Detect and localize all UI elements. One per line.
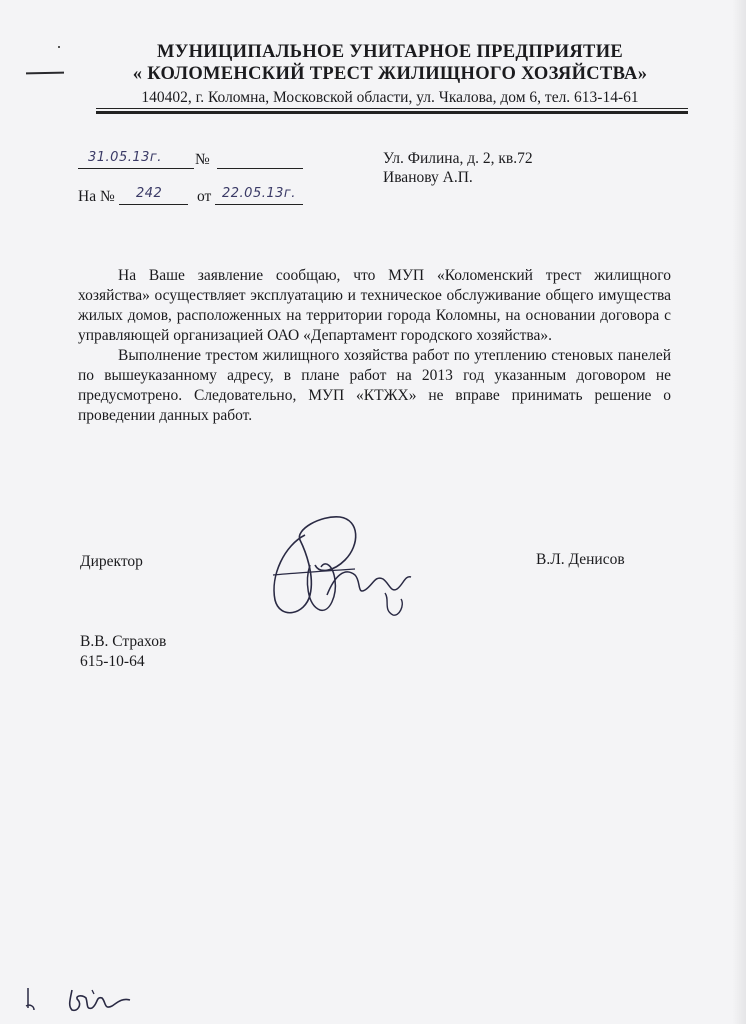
recipient-block bbox=[383, 149, 533, 187]
header-rule-thin bbox=[96, 108, 688, 109]
recipient-name: Иванову А.П. bbox=[383, 169, 473, 186]
header-rule-thick bbox=[96, 111, 688, 114]
body-paragraph-2: Выполнение трестом жилищного хозяйства работ по утеплению стеновых панелей по вышеуказанному адресу, в плане работ на 2013 год указанным договором не предусмотрено. Следовательно, МУП «КТЖХ» не вправе принимать решение о проведении данных работ. bbox=[78, 347, 671, 424]
from-label: от bbox=[197, 188, 212, 205]
signatory-position: Директор bbox=[80, 553, 143, 570]
executor-block bbox=[80, 632, 166, 672]
reply-date: 22.05.13г. bbox=[222, 186, 296, 201]
executor-name: В.В. Страхов bbox=[80, 633, 167, 650]
date-underline bbox=[78, 168, 194, 169]
executor-phone: 615-10-64 bbox=[80, 653, 145, 670]
org-address: 140402, г. Коломна, Московской области, ул. Чкалова, дом 6, тел. 613-14-61 bbox=[141, 89, 639, 106]
scan-edge-shadow bbox=[732, 0, 746, 1024]
outgoing-date: 31.05.13г. bbox=[88, 150, 162, 165]
reply-number: 242 bbox=[136, 186, 163, 201]
margin-handwritten-note bbox=[22, 982, 152, 1018]
number-underline bbox=[217, 168, 303, 169]
reply-date-underline bbox=[215, 204, 303, 205]
reply-number-underline bbox=[119, 204, 188, 205]
org-name-line2: « КОЛОМЕНСКИЙ ТРЕСТ ЖИЛИЩНОГО ХОЗЯЙСТВА» bbox=[132, 64, 648, 84]
signatory-name: В.Л. Денисов bbox=[536, 551, 625, 568]
reply-label: На № bbox=[78, 188, 115, 205]
scan-speck bbox=[58, 46, 60, 48]
org-name-line1: МУНИЦИПАЛЬНОЕ УНИТАРНОЕ ПРЕДПРИЯТИЕ bbox=[156, 42, 624, 62]
number-label: № bbox=[195, 151, 210, 168]
director-signature bbox=[265, 505, 425, 625]
margin-dash-mark bbox=[26, 72, 64, 75]
recipient-address: Ул. Филина, д. 2, кв.72 bbox=[383, 150, 533, 167]
letter-body bbox=[78, 266, 671, 426]
body-paragraph-1: На Ваше заявление сообщаю, что МУП «Коломенский трест жилищного хозяйства» осуществляет эксплуатацию и техническое обслуживание общего имущества жилых домов, расположенных на территории города Коломны, на основании договора с управляющей организацией ОАО «Департамент городского хозяйства». bbox=[78, 267, 671, 344]
